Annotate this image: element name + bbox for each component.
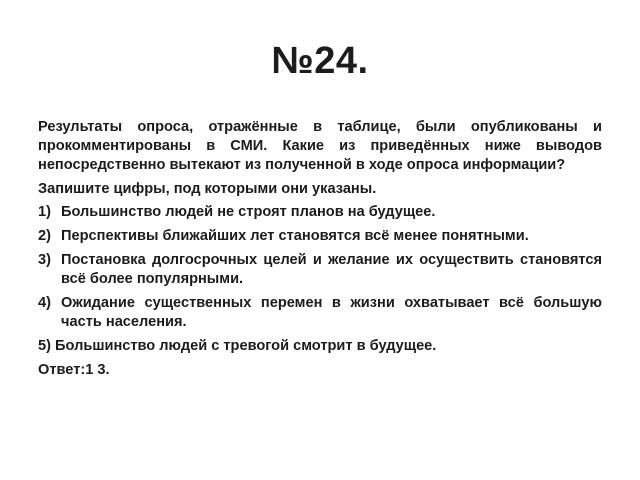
option-item-5: 5) Большинство людей с тревогой смотрит в будущее. [38, 338, 437, 354]
option-number: 4) [38, 295, 51, 311]
option-text: Большинство людей не строят планов на будущее. [61, 204, 436, 220]
option-item-3 [38, 251, 602, 289]
task-instruction: Запишите цифры, под которыми они указаны. [38, 181, 377, 197]
option-item-2 [38, 227, 602, 246]
option-item-1 [38, 203, 602, 222]
option-text: Перспективы ближайших лет становятся всё менее понятными. [61, 228, 529, 244]
option-text: Ожидание существенных перемен в жизни охватывает всё большую часть населения. [61, 295, 602, 330]
options-list [38, 203, 602, 332]
option-item-4 [38, 294, 602, 332]
option-number: 2) [38, 228, 51, 244]
option-number: 3) [38, 252, 51, 268]
task-title: №24. [271, 40, 369, 82]
option-number: 1) [38, 204, 51, 220]
answer-line: Ответ:1 3. [38, 362, 110, 378]
task-content [38, 118, 602, 380]
option-text: Постановка долгосрочных целей и желание их осуществить становятся всё более популярными. [61, 252, 602, 287]
task-intro: Результаты опроса, отражённые в таблице, были опубликованы и прокомментированы в СМИ. Какие из приведённых ниже выводов непосредственно вытекают из полученной в ходе опроса информации? [38, 119, 602, 173]
